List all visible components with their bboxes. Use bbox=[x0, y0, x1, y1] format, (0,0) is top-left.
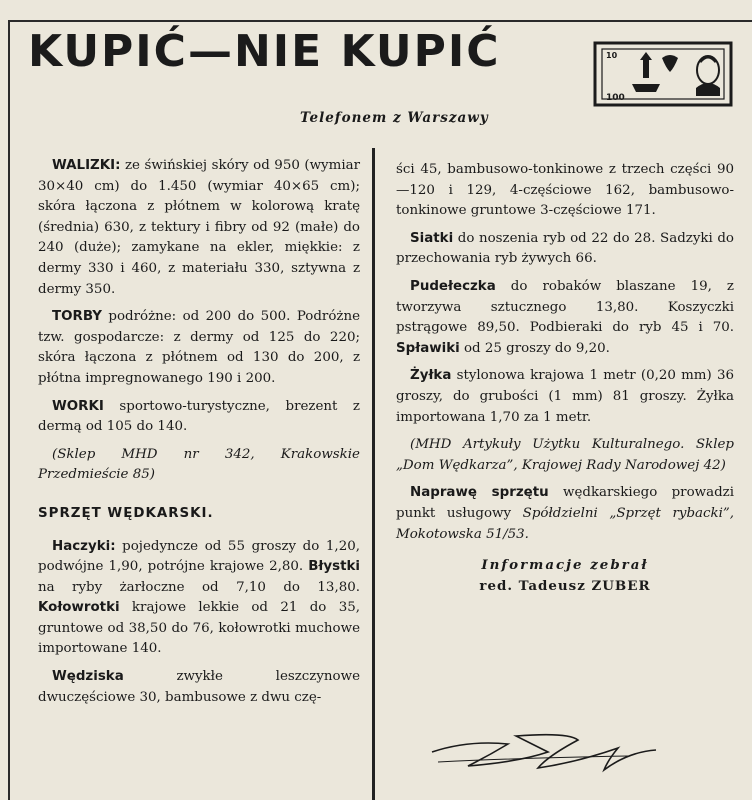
left-column bbox=[38, 156, 360, 708]
stamp-digits-bottom: 100 bbox=[606, 93, 625, 103]
paragraph-wedziska-cont: ści 45, bambusowo-tonkinowe z trzech części 90—120 i 129, 4-częściowe 162, bambusowo-tonkinowe gruntowe 3-częściowe 171. bbox=[396, 162, 734, 219]
article-title: KUPIĆ—NIE KUPIĆ bbox=[28, 26, 501, 77]
banknote-illustration bbox=[592, 40, 734, 108]
label-blystki: Błystki bbox=[308, 559, 360, 575]
handwritten-signature bbox=[428, 722, 660, 776]
paragraph-torby bbox=[38, 307, 360, 389]
paragraph-haczyki bbox=[38, 537, 360, 661]
credit-line-2: red. Tadeusz ZUBER bbox=[479, 577, 651, 594]
label-haczyki: Haczyki: bbox=[52, 538, 116, 554]
text-wedziska: zwykłe leszczynowe dwuczęściowe 30, bambusowe z dwu czę- bbox=[38, 669, 360, 705]
label-torby: TORBY bbox=[52, 309, 102, 325]
text-kolowrotki: krajowe lekkie od 21 do 35, gruntowe od 38,50 do 76, kołowrotki muchowe importowane 140. bbox=[38, 600, 360, 657]
shop-address-left bbox=[38, 445, 360, 486]
text-torby: podróżne: od 200 do 500. Podróżne tzw. gospodarcze: z dermy od 125 do 220; skóra łączona z płótnem od 130 do 200, z płótna impregnowanego 190 i 200. bbox=[38, 309, 360, 386]
text-naprawa: wędkarskiego prowadzi punkt usługowy bbox=[396, 485, 734, 521]
paragraph-naprawa bbox=[396, 483, 734, 545]
text-naprawa-address: Spółdzielni „Sprzęt rybacki”, Mokotowska 51/53. bbox=[396, 505, 735, 542]
paragraph-siatki bbox=[396, 229, 734, 270]
text-shop-address-right: (MHD Artykuły Użytku Kulturalnego. Sklep „Dom Wędkarza”, Krajowej Rady Narodowej 42) bbox=[396, 437, 734, 473]
text-pudeleczka: do robaków blaszane 19, z tworzywa sztucznego 13,80. Koszyczki pstrągowe 89,50. Podbieraki do ryb 45 i 70. bbox=[396, 278, 734, 336]
right-column bbox=[396, 160, 734, 596]
paragraph-pudeleczka bbox=[396, 277, 734, 359]
text-shop-address-left: (Sklep MHD nr 342, Krakowskie Przedmieście 85) bbox=[38, 446, 360, 483]
label-naprawa: Naprawę sprzętu bbox=[410, 485, 549, 501]
label-pudeleczka: Pudełeczka bbox=[410, 278, 496, 294]
stamp-digits-top: 10 bbox=[606, 51, 618, 60]
label-kolowrotki: Kołowrotki bbox=[38, 600, 120, 616]
section-heading: SPRZĘT WĘDKARSKI. bbox=[38, 505, 214, 521]
text-blystki: na ryby żarłoczne od 7,10 do 13,80. bbox=[38, 579, 360, 595]
article-subtitle: Telefonem z Warszawy bbox=[300, 110, 489, 126]
text-haczyki: pojedyncze od 55 groszy do 1,20, podwójne 1,90, potrójne krajowe 2,80. bbox=[38, 538, 360, 575]
frame-left-rule bbox=[8, 20, 10, 800]
shop-address-right bbox=[396, 435, 734, 476]
text-splawiki: od 25 groszy do 9,20. bbox=[459, 340, 610, 356]
text-worki: sportowo-turystyczne, brezent z dermą od 105 do 140. bbox=[38, 398, 360, 435]
label-siatki: Siatki bbox=[410, 230, 454, 246]
frame-top-rule bbox=[8, 20, 752, 22]
paragraph-walizki bbox=[38, 156, 360, 300]
credit-line-1: Informacje zebrał bbox=[481, 557, 649, 574]
label-zylka: Żyłka bbox=[410, 368, 452, 384]
credit-block bbox=[396, 555, 734, 596]
paragraph-wedziska bbox=[38, 667, 360, 708]
paragraph-zylka bbox=[396, 366, 734, 428]
text-zylka: stylonowa krajowa 1 metr (0,20 mm) 36 groszy, do grubości (1 mm) 81 groszy. Żyłka importowana 1,70 za 1 metr. bbox=[396, 368, 734, 425]
paragraph-worki bbox=[38, 397, 360, 438]
label-worki: WORKI bbox=[52, 398, 104, 414]
label-walizki: WALIZKI: bbox=[52, 158, 121, 173]
column-divider bbox=[372, 148, 375, 800]
label-wedziska: Wędziska bbox=[52, 669, 124, 685]
label-splawiki: Spławiki bbox=[396, 340, 460, 356]
text-walizki: ze świńskiej skóry od 950 (wymiar 30×40 cm) do 1.450 (wymiar 40×65 cm); skóra łączona z płótnem w kolorową kratę (średnia) 630, z tektury i fibry od 92 (małe) do 240 (duże); zamykane na ekler, miękkie: z dermy 330 i 460, z materiału 330, sztywna z dermy 350. bbox=[38, 158, 360, 297]
text-siatki: do noszenia ryb od 22 do 28. Sadzyki do przechowania ryb żywych 66. bbox=[396, 230, 734, 267]
